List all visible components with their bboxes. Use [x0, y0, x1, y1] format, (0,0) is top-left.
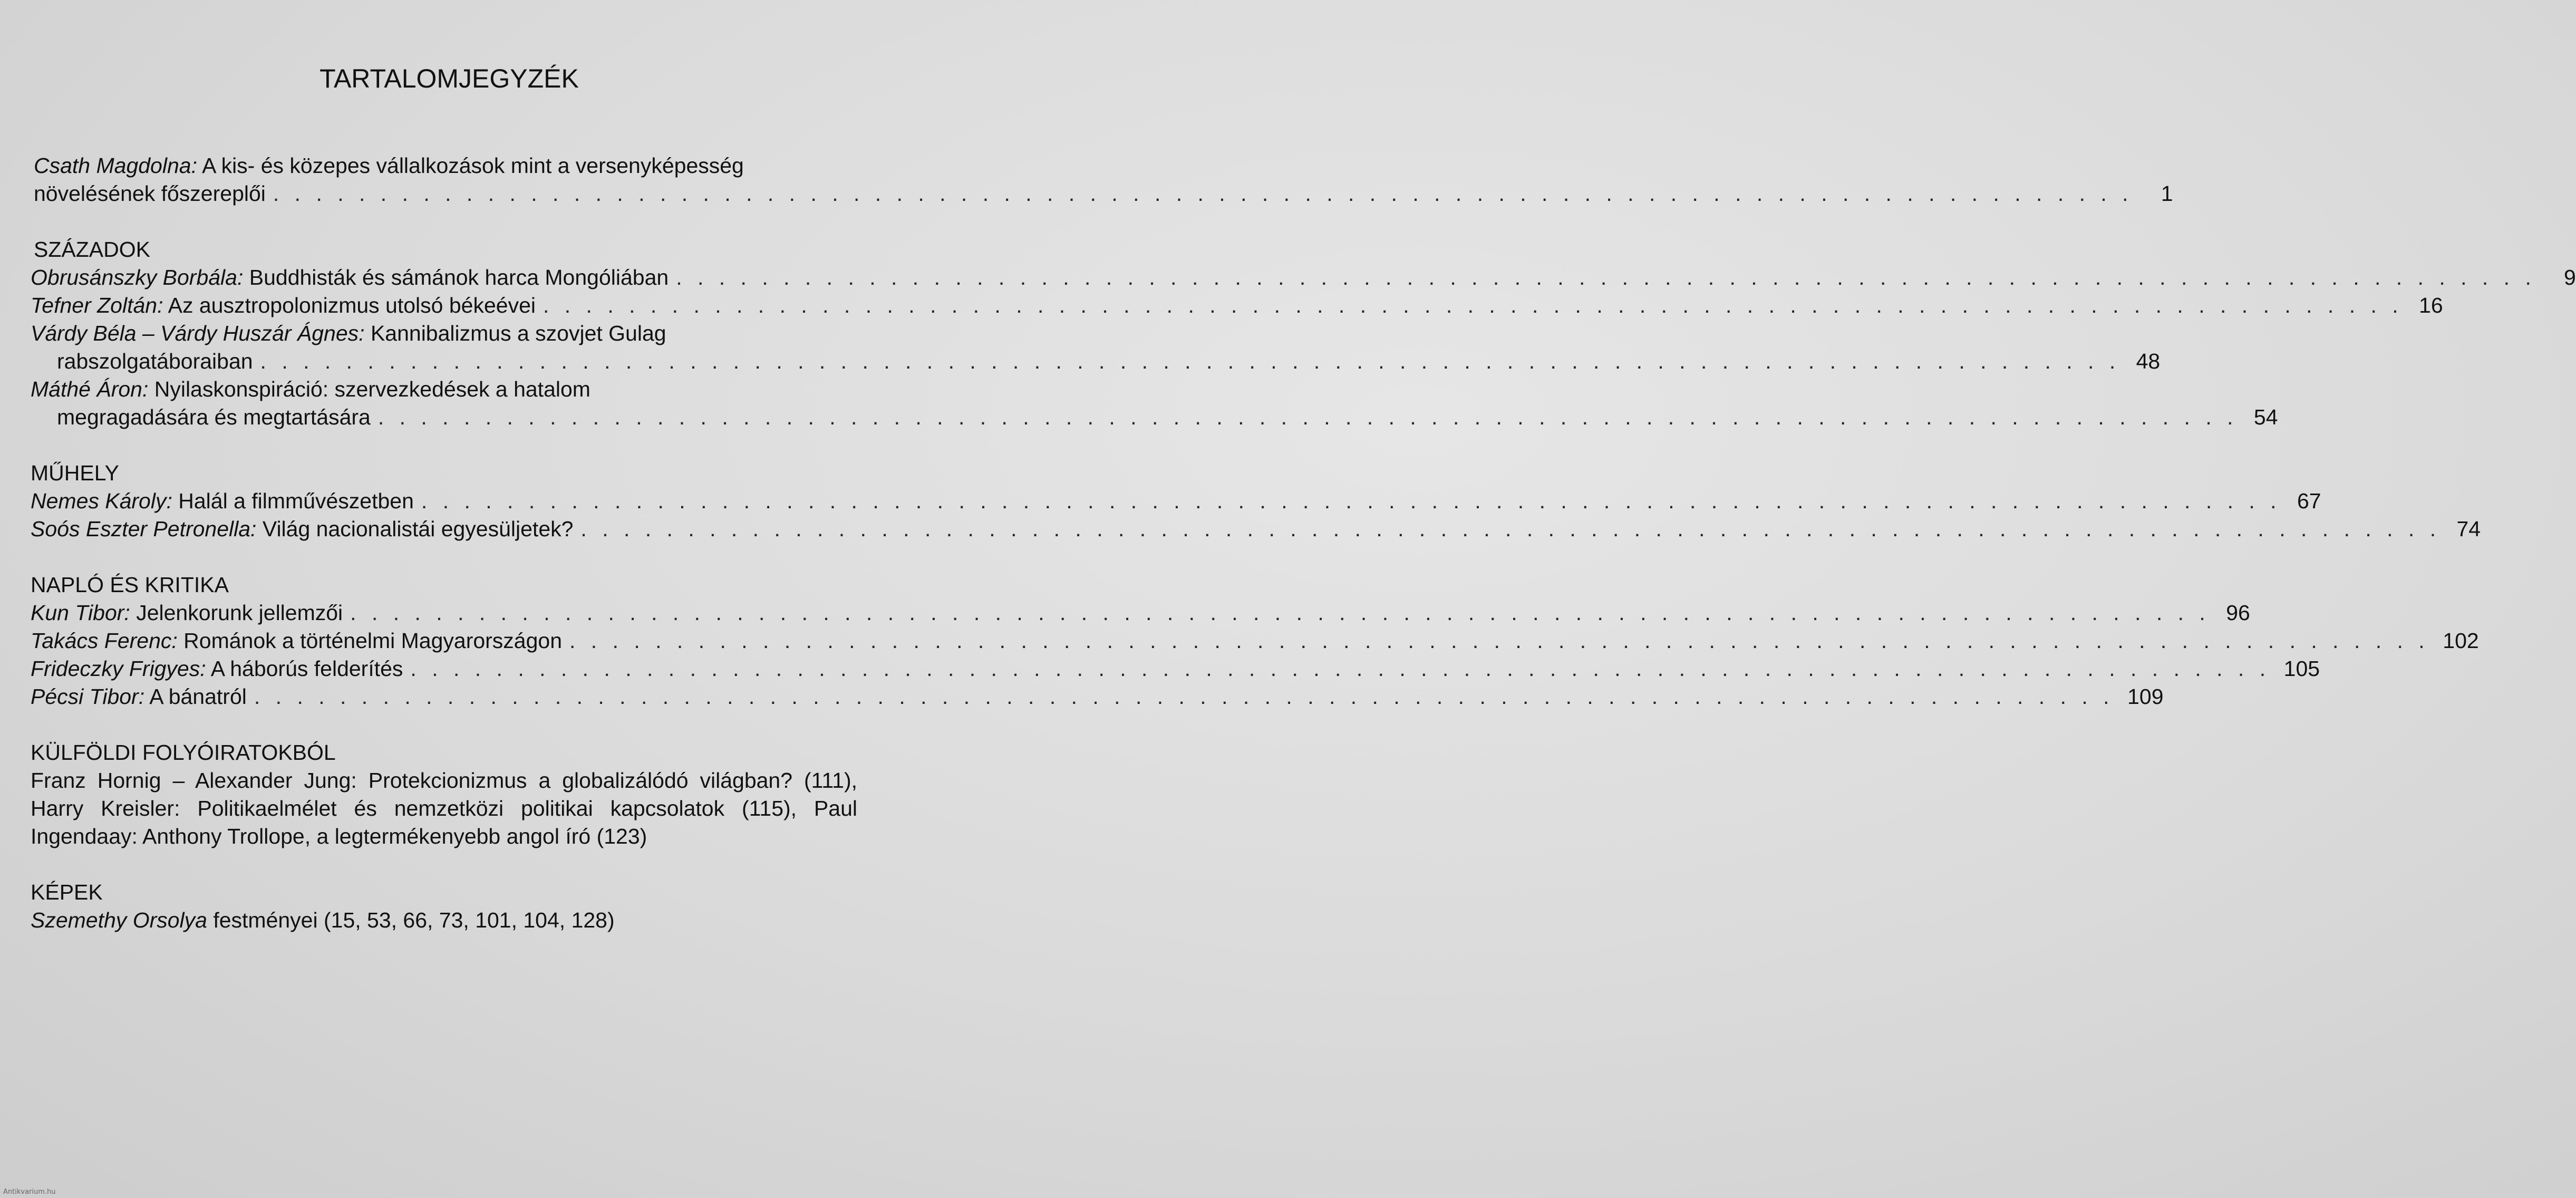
- entry-page: 74: [2456, 517, 2481, 541]
- entry-page: 1: [2161, 181, 2173, 206]
- dot-leader: . . . . . . . . . . . . . . . . . . . . . . . . . . . . . . . . . . . . . . . . . . . . . . . . . . . . . . . . . . . . . . . . . . . . . . . . . . . . . . . . . . . . . . .: [273, 181, 2133, 206]
- entry-title: Kannibalizmus a szovjet Gulag: [364, 321, 666, 345]
- dot-leader: . . . . . . . . . . . . . . . . . . . . . . . . . . . . . . . . . . . . . . . . . . . . . . . . . . . . . . . . . . . . . . . . . . . . . . . . . . . . . . . . . . . . . . .: [254, 684, 2114, 709]
- dot-leader: . . . . . . . . . . . . . . . . . . . . . . . . . . . . . . . . . . . . . . . . . . . . . . . . . . . . . . . . . . . . . . . . . . . . . . . . . . . . . . . . . . . . . . .: [377, 405, 2238, 429]
- dot-leader: . . . . . . . . . . . . . . . . . . . . . . . . . . . . . . . . . . . . . . . . . . . . . . . . . . . . . . . . . . . . . . . . . . . . . . . . . . . . . . . . . . . . . . .: [580, 517, 2441, 541]
- toc-entry[interactable]: [31, 515, 2481, 543]
- entry-page: 102: [2443, 629, 2479, 653]
- toc-entry[interactable]: [31, 292, 2443, 320]
- section-kepek: [31, 878, 857, 934]
- kepek-entry: [31, 906, 857, 934]
- entry-author: Soós Eszter Petronella:: [31, 517, 257, 541]
- entry-title-cont: megragadására és megtartására: [57, 405, 371, 429]
- section-heading: KÜLFÖLDI FOLYÓIRATOKBÓL: [31, 740, 336, 765]
- entry-title: A háborús felderítés: [206, 656, 403, 681]
- toc-entry[interactable]: [31, 487, 2321, 515]
- dot-leader: . . . . . . . . . . . . . . . . . . . . . . . . . . . . . . . . . . . . . . . . . . . . . . . . . . . . . . . . . . . . . . . . . . . . . . . . . . . . . . . . . . . . . . .: [350, 601, 2210, 625]
- entry-author: Kun Tibor:: [31, 601, 130, 625]
- entry-title: Világ nacionalistái egyesüljetek?: [256, 517, 574, 541]
- entry-page: 16: [2419, 293, 2443, 317]
- entry-page: 54: [2253, 405, 2278, 429]
- table-of-contents: [31, 152, 2576, 934]
- entry-page: 48: [2136, 349, 2161, 373]
- section-kulfoldi-folyoiratokbol: [31, 739, 857, 851]
- section-muhely: [31, 459, 2481, 543]
- watermark: Antikvarium.hu: [3, 1188, 56, 1196]
- section-heading: NAPLÓ ÉS KRITIKA: [31, 573, 229, 597]
- entry-title: Románok a történelmi Magyarországon: [177, 629, 563, 653]
- entry-author: Frideczky Frigyes:: [31, 656, 206, 681]
- page-title: TARTALOMJEGYZÉK: [319, 64, 579, 93]
- entry-title-cont: növelésének főszereplői: [34, 181, 266, 206]
- dot-leader: . . . . . . . . . . . . . . . . . . . . . . . . . . . . . . . . . . . . . . . . . . . . . . . . . . . . . . . . . . . . . . . . . . . . . . . . . . . . . . . . . . . . . . .: [421, 489, 2281, 513]
- entry-author: Pécsi Tibor:: [31, 684, 145, 709]
- entry-author: Tefner Zoltán:: [31, 293, 163, 317]
- entry-title: Halál a filmművészetben: [172, 489, 414, 513]
- entry-title: Nyilaskonspiráció: szervezkedések a hatalom: [148, 377, 590, 401]
- dot-leader: . . . . . . . . . . . . . . . . . . . . . . . . . . . . . . . . . . . . . . . . . . . . . . . . . . . . . . . . . . . . . . . . . . . . . . . . . . . . . . . . . . . . . . .: [410, 656, 2271, 681]
- toc-entry[interactable]: [31, 683, 2164, 711]
- dot-leader: . . . . . . . . . . . . . . . . . . . . . . . . . . . . . . . . . . . . . . . . . . . . . . . . . . . . . . . . . . . . . . . . . . . . . . . . . . . . . . . . . . . . . . .: [569, 629, 2429, 653]
- section-naplo-es-kritika: [31, 571, 2479, 711]
- entry-title: A kis- és közepes vállalkozások mint a versenyképesség: [197, 153, 744, 178]
- toc-entry[interactable]: [31, 655, 2320, 683]
- entry-page: 109: [2127, 684, 2164, 709]
- entry-author: Szemethy Orsolya: [31, 908, 207, 932]
- entry-author: Obrusánszky Borbála:: [31, 265, 244, 289]
- toc-entry[interactable]: [31, 152, 2173, 208]
- entry-author: Takács Ferenc:: [31, 629, 178, 653]
- entry-page: 105: [2283, 656, 2320, 681]
- section-szazadok: [31, 236, 2576, 431]
- entry-title: festményei (15, 53, 66, 73, 101, 104, 128): [207, 908, 615, 932]
- toc-entry[interactable]: [31, 320, 2161, 375]
- entry-title-cont: rabszolgatáboraiban: [57, 349, 253, 373]
- entry-title: Jelenkorunk jellemzői: [130, 601, 343, 625]
- entry-title: Buddhisták és sámánok harca Mongóliában: [243, 265, 669, 289]
- dot-leader: . . . . . . . . . . . . . . . . . . . . . . . . . . . . . . . . . . . . . . . . . . . . . . . . . . . . . . . . . . . . . . . . . . . . . . . . . . . . . . . . . . . . . . .: [260, 349, 2120, 373]
- entry-title: A bánatról: [144, 684, 247, 709]
- entry-author: Csath Magdolna:: [34, 153, 197, 178]
- entry-page: 9: [2564, 265, 2576, 289]
- dot-leader: . . . . . . . . . . . . . . . . . . . . . . . . . . . . . . . . . . . . . . . . . . . . . . . . . . . . . . . . . . . . . . . . . . . . . . . . . . . . . . . . . . . . . . .: [676, 265, 2536, 289]
- toc-entry[interactable]: [31, 264, 2576, 292]
- entry-author: Máthé Áron:: [31, 377, 149, 401]
- entry-author: Várdy Béla – Várdy Huszár Ágnes:: [31, 321, 365, 345]
- entry-page: 67: [2297, 489, 2321, 513]
- entry-page: 96: [2226, 601, 2250, 625]
- toc-entry[interactable]: [31, 627, 2479, 655]
- section-paragraph: Franz Hornig – Alexander Jung: Protekcionizmus a globalizálódó világban? (111), Harry Kreisler: Politikaelmélet és nemzetközi politikai kapcsolatok (115), Paul Ingendaay: Anthony Trollope, a legtermékenyebb angol író (123): [31, 768, 857, 848]
- section-heading: MŰHELY: [31, 461, 119, 485]
- entry-title: Az ausztropolonizmus utolsó békeévei: [163, 293, 536, 317]
- section-heading: SZÁZADOK: [34, 237, 150, 262]
- toc-entry[interactable]: [31, 599, 2250, 627]
- section-heading: KÉPEK: [31, 880, 103, 904]
- dot-leader: . . . . . . . . . . . . . . . . . . . . . . . . . . . . . . . . . . . . . . . . . . . . . . . . . . . . . . . . . . . . . . . . . . . . . . . . . . . . . . . . . . . . . . .: [543, 293, 2403, 317]
- toc-entry[interactable]: [31, 375, 2278, 431]
- entry-author: Nemes Károly:: [31, 489, 172, 513]
